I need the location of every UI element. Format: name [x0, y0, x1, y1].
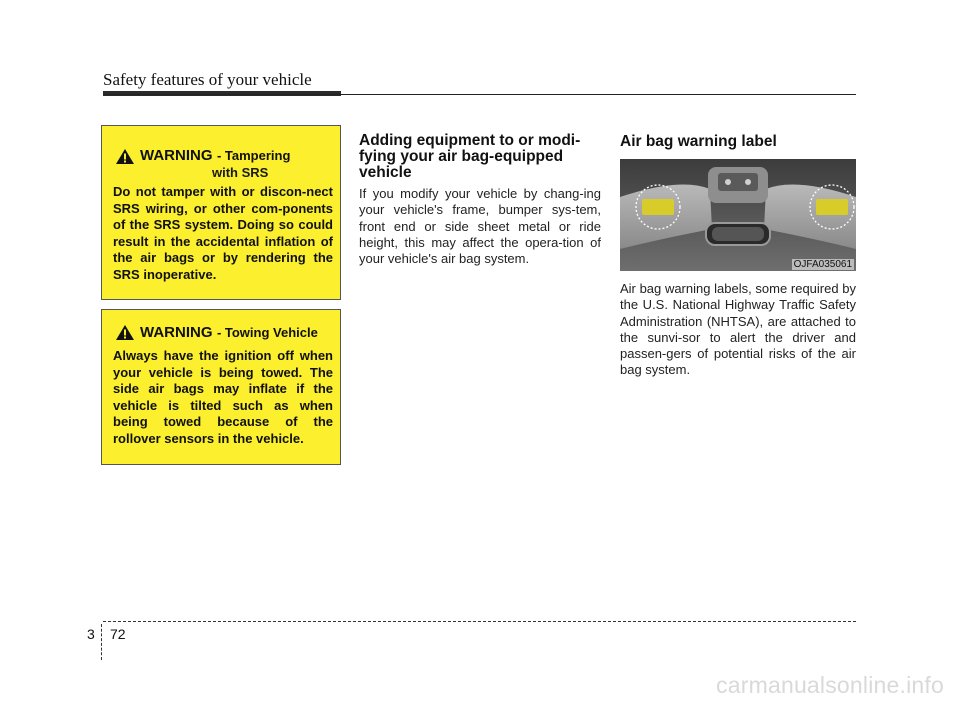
warning-title — [140, 147, 290, 165]
warning-triangle-icon — [115, 324, 135, 341]
warning-triangle-icon — [115, 148, 135, 165]
page-header-title: Safety features of your vehicle — [103, 70, 312, 89]
warning-label: WARNING — [140, 147, 213, 164]
watermark: carmanualsonline.info — [716, 672, 944, 698]
footer-rule — [103, 621, 856, 622]
page-number: 72 — [110, 626, 126, 642]
warning-body: Always have the ignition off when your vehicle is being towed. The side air bags may inflate if the vehicle is tilted such as when being towed because of the rollover sensors in the vehicle. — [113, 348, 333, 446]
section-body-label: Air bag warning labels, some required by the U.S. National Highway Traffic Safety Administration (NHTSA), are attached to the sunvi-sor to alert the driver and passen-gers of potential risks of the air bag system. — [620, 281, 856, 378]
sunvisor-illustration — [620, 159, 856, 271]
warning-subtitle-line2: with SRS — [212, 165, 269, 180]
warning-label: WARNING — [140, 324, 213, 341]
chapter-number: 3 — [87, 626, 95, 642]
section-body-modify: If you modify your vehicle by chang-ing your vehicle's frame, bumper sys-tem, front end or side sheet metal or ride height, this may affect the opera-tion of your vehicle's air bag system. — [359, 186, 601, 267]
warning-box-towing — [101, 309, 341, 465]
warning-subtitle: - Towing Vehicle — [216, 325, 318, 340]
warning-title — [140, 324, 318, 342]
section-heading-label: Air bag warning label — [620, 133, 777, 150]
warning-box-tampering — [101, 125, 341, 300]
photo-code: OJFA035061 — [793, 259, 852, 270]
header-rule — [103, 94, 856, 95]
section-heading-modify: Adding equipment to or modi-fying your air bag-equipped vehicle — [359, 132, 581, 181]
footer-vertical-rule — [101, 624, 102, 660]
airbag-label-photo — [620, 159, 856, 271]
warning-subtitle: - Tampering — [216, 148, 291, 163]
warning-body: Do not tamper with or discon-nect SRS wiring, or other com-ponents of the SRS system. Doing so could result in the accidental inflation of the air bags or by rendering the SRS inoperative. — [113, 184, 333, 282]
